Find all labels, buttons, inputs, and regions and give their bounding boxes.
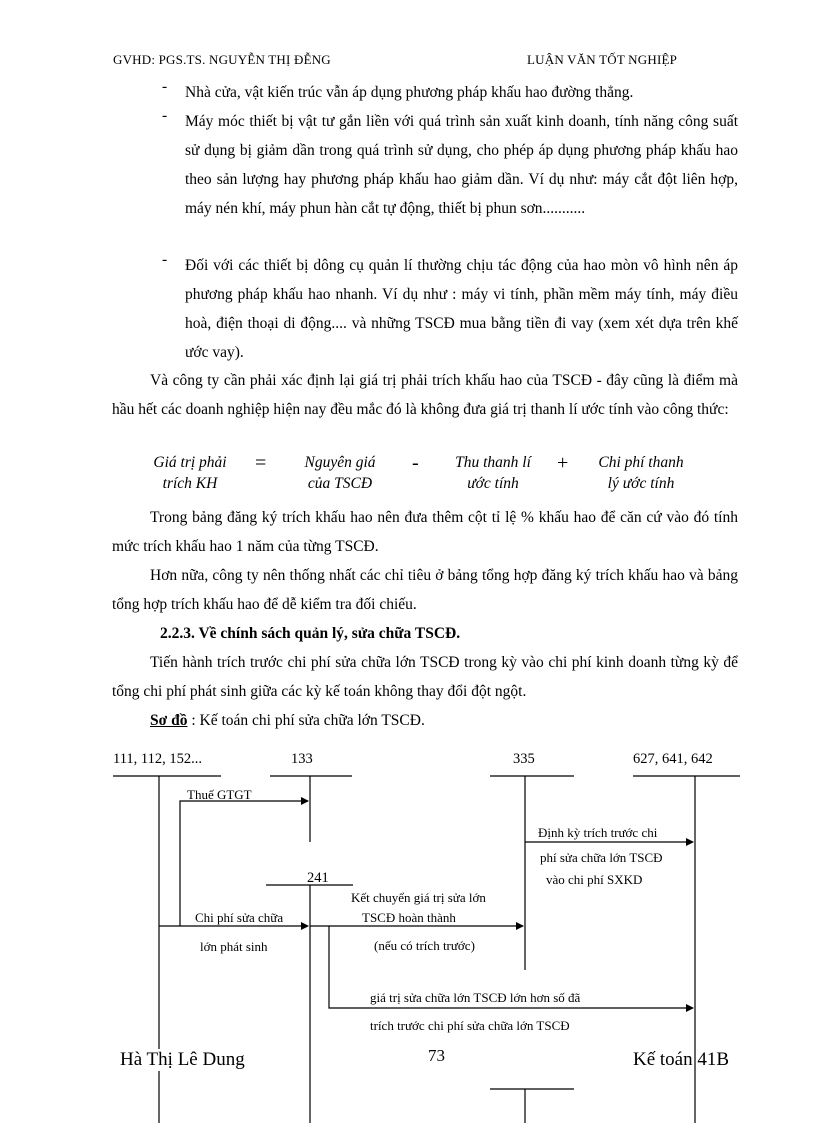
formula-plus: +	[557, 452, 569, 474]
footer-page-number: 73	[428, 1046, 445, 1065]
diagram-caption-text: : Kế toán chi phí sửa chữa lớn TSCĐ.	[187, 712, 425, 729]
label-transfer-line2: TSCĐ hoàn thành	[362, 910, 456, 925]
formula-term-line: Chi phí thanh	[598, 454, 684, 471]
paragraph-residual-value: Và công ty cần phải xác định lại giá trị phải trích khấu hao của TSCĐ - đây cũng là điểm mà hầu hết các doanh nghiệp hiện nay đều mắc đó là không đưa giá trị thanh lí ước tính vào công thức:	[112, 372, 738, 418]
account-label-133: 133	[291, 751, 313, 767]
formula-term-line: Giá trị phải	[153, 454, 227, 471]
label-vat: Thuế GTGT	[187, 787, 252, 802]
diagram-caption-label: Sơ đồ	[150, 712, 188, 729]
bullet-item-3: Đối với các thiết bị dông cụ quản lí thường chịu tác động của hao mòn vô hình nên áp phương pháp khấu hao nhanh. Ví dụ như : máy vi tính, phần mềm máy tính, máy điều hoà, điện thoại di động.... và những TSCĐ mua bằng tiền đi vay (xem xét dựa trên khế ước vay).	[185, 257, 738, 361]
formula-term-line: của TSCĐ	[307, 475, 373, 492]
footer-author: Hà Thị Lê Dung	[120, 1049, 249, 1071]
bullet-item-2: Máy móc thiết bị vật tư gắn liền với quá trình sản xuất kinh doanh, tính năng công suất sử dụng bị giảm dần trong quá trình sử dụng, cho phép áp dụng phương pháp khấu hao theo sản lượng hay phương pháp khấu hao giảm dần. Ví dụ như: máy cắt đột liên hợp, máy nén khí, máy phun hàn cắt tự động, thiết bị phun sơn...........	[185, 113, 738, 217]
label-transfer-line1: Kết chuyển giá trị sửa lớn	[351, 890, 486, 905]
paragraph-consistency: Hơn nữa, công ty nên thống nhất các chỉ tiêu ở bảng tổng hợp đăng ký trích khấu hao và bảng tổng hợp trích khấu hao để dễ kiểm tra đối chiếu.	[112, 567, 738, 613]
account-label-111: 111, 112, 152...	[113, 751, 203, 767]
label-accrual-line1: Định kỳ trích trước chi	[538, 825, 658, 840]
formula-term-line: Thu thanh lí	[455, 454, 531, 471]
label-excess-line1: giá trị sửa chữa lớn TSCĐ lớn hơn số đã	[370, 990, 581, 1005]
formula-equals: =	[255, 452, 267, 474]
account-label-627: 627, 641, 642	[633, 751, 713, 767]
formula-term-line: ước tính	[467, 475, 519, 492]
flow-vat-arrow	[180, 801, 308, 926]
label-repair-cost-line2: lớn phát sinh	[200, 939, 268, 954]
bullet-item-1: Nhà cửa, vật kiến trúc vẫn áp dụng phương pháp khấu hao đường thẳng.	[185, 84, 634, 101]
bullet-marker: -	[162, 107, 168, 124]
formula-minus: -	[412, 452, 419, 474]
paragraph-repair-accrual: Tiến hành trích trước chi phí sửa chữa lớn TSCĐ trong kỳ vào chi phí kinh doanh từng kỳ để tổng chi phí phát sinh giữa các kỳ kế toán không thay đổi đột ngột.	[112, 654, 738, 700]
label-accrual-line3: vào chi phí SXKD	[546, 872, 643, 887]
header-thesis-title: LUẬN VĂN TỐT NGHIỆP	[527, 52, 678, 67]
paragraph-depreciation-rate: Trong bảng đăng ký trích khấu hao nên đưa thêm cột tỉ lệ % khấu hao để căn cứ vào đó tính mức trích khấu hao 1 năm của từng TSCĐ.	[112, 509, 738, 555]
label-repair-cost-line1: Chi phí sửa chữa	[195, 910, 284, 925]
section-heading: 2.2.3. Về chính sách quản lý, sửa chữa TSCĐ.	[160, 625, 461, 642]
formula-term-line: trích KH	[162, 475, 218, 492]
header-advisor: GVHD: PGS.TS. NGUYỄN THỊ ĐỄNG	[113, 52, 331, 67]
account-label-241: 241	[307, 870, 329, 886]
label-accrual-line2: phí sửa chữa lớn TSCĐ	[540, 850, 663, 865]
formula-term-line: lý ước tính	[607, 475, 675, 492]
label-excess-line2: trích trước chi phí sửa chữa lớn TSCĐ	[370, 1018, 570, 1033]
label-transfer-line3: (nếu có trích trước)	[374, 938, 475, 953]
footer-class: Kế toán 41B	[633, 1049, 730, 1070]
bullet-marker: -	[162, 251, 168, 268]
bullet-marker: -	[162, 78, 168, 95]
formula-term-line: Nguyên giá	[304, 454, 376, 471]
account-label-335: 335	[513, 751, 535, 767]
